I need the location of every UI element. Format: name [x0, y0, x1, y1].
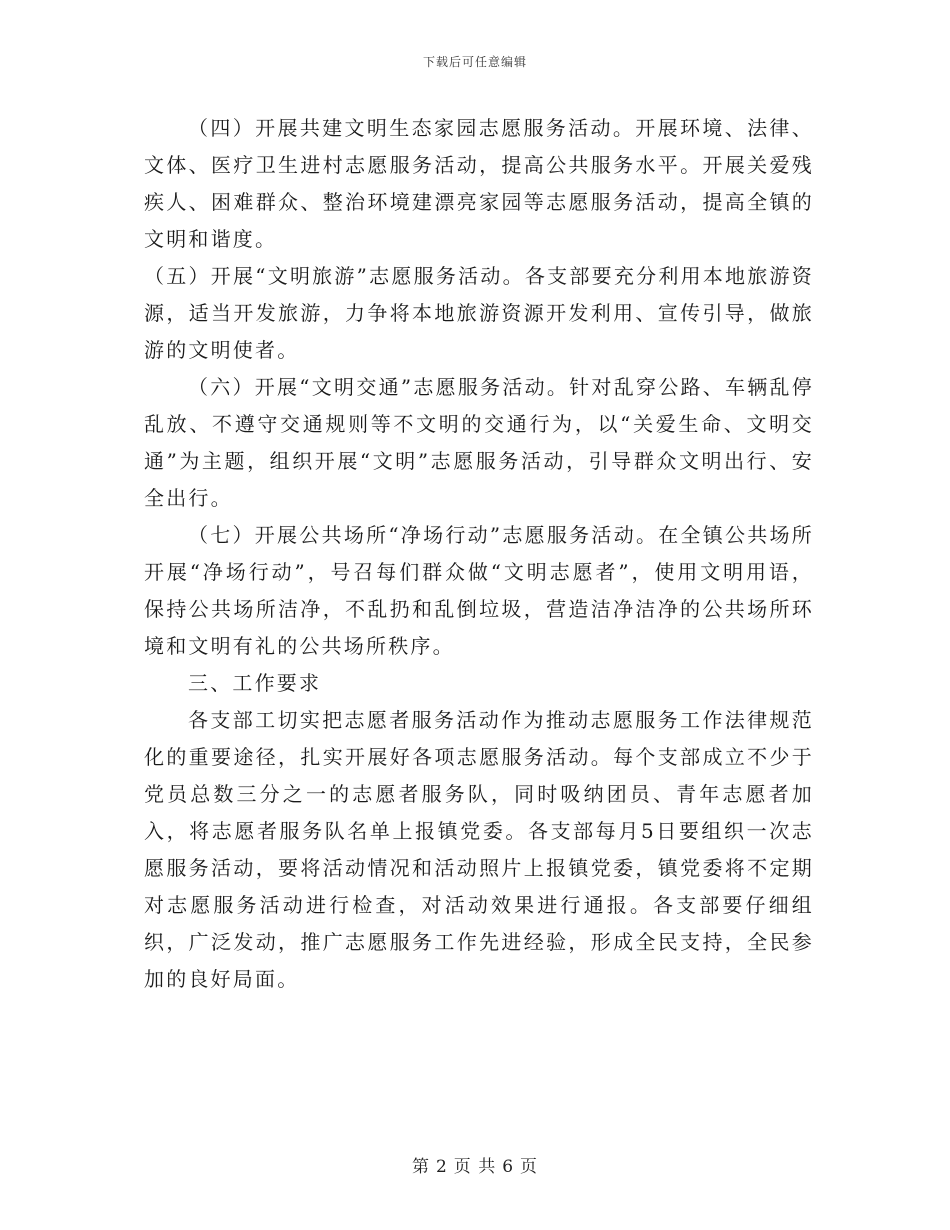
page-prefix: 第 — [411, 1157, 430, 1177]
paragraph-work-requirements: 各支部工切实把志愿者服务活动作为推动志愿服务工作法律规范化的重要途径，扎实开展好各项志愿服务活动。每个支部成立不少于党员总数三分之一的志愿者服务队，同时吸纳团员、青年志愿者加入，将志愿者服务队名单上报镇党委。各支部每月5日要组织一次志愿服务活动，要将活动情况和活动照片上报镇党委，镇党委将不定期对志愿服务活动进行检查，对活动效果进行通报。各支部要仔细组织，广泛发动，推广志愿服务工作先进经验，形成全民支持，全民参加的良好局面。 — [144, 708, 814, 991]
total-pages-number: 6 — [502, 1157, 515, 1177]
section-heading-work-requirements: 三、工作要求 — [188, 671, 322, 695]
page-suffix: 页 — [520, 1157, 539, 1177]
paragraph-section-4: （四）开展共建文明生态家园志愿服务活动。开展环境、法律、文体、医疗卫生进村志愿服务活动，提高公共服务水平。开展关爱残疾人、困难群众、整治环境建漂亮家园等志愿服务活动，提高全镇的文明和谐度。 — [144, 116, 814, 251]
current-page-number: 2 — [435, 1157, 448, 1177]
paragraph-section-5: （五）开展“文明旅游”志愿服务活动。各支部要充分利用本地旅游资源，适当开发旅游，力争将本地旅游资源开发利用、宣传引导，做旅游的文明使者。 — [144, 264, 814, 362]
document-body — [144, 110, 814, 998]
page-footer — [0, 1152, 950, 1177]
page-header-note: 下载后可任意编辑 — [422, 55, 527, 69]
paragraph-section-7: （七）开展公共场所“净场行动”志愿服务活动。在全镇公共场所开展“净场行动”，号召每们群众做“文明志愿者”，使用文明用语，保持公共场所洁净，不乱扔和乱倒垃圾，营造洁净洁净的公共场所环境和文明有礼的公共场所秩序。 — [144, 523, 814, 658]
paragraph-section-6: （六）开展“文明交通”志愿服务活动。针对乱穿公路、车辆乱停乱放、不遵守交通规则等不文明的交通行为，以“关爱生命、文明交通”为主题，组织开展“文明”志愿服务活动，引导群众文明出行、安全出行。 — [144, 375, 814, 510]
page-mid-text: 页 共 — [453, 1157, 497, 1177]
